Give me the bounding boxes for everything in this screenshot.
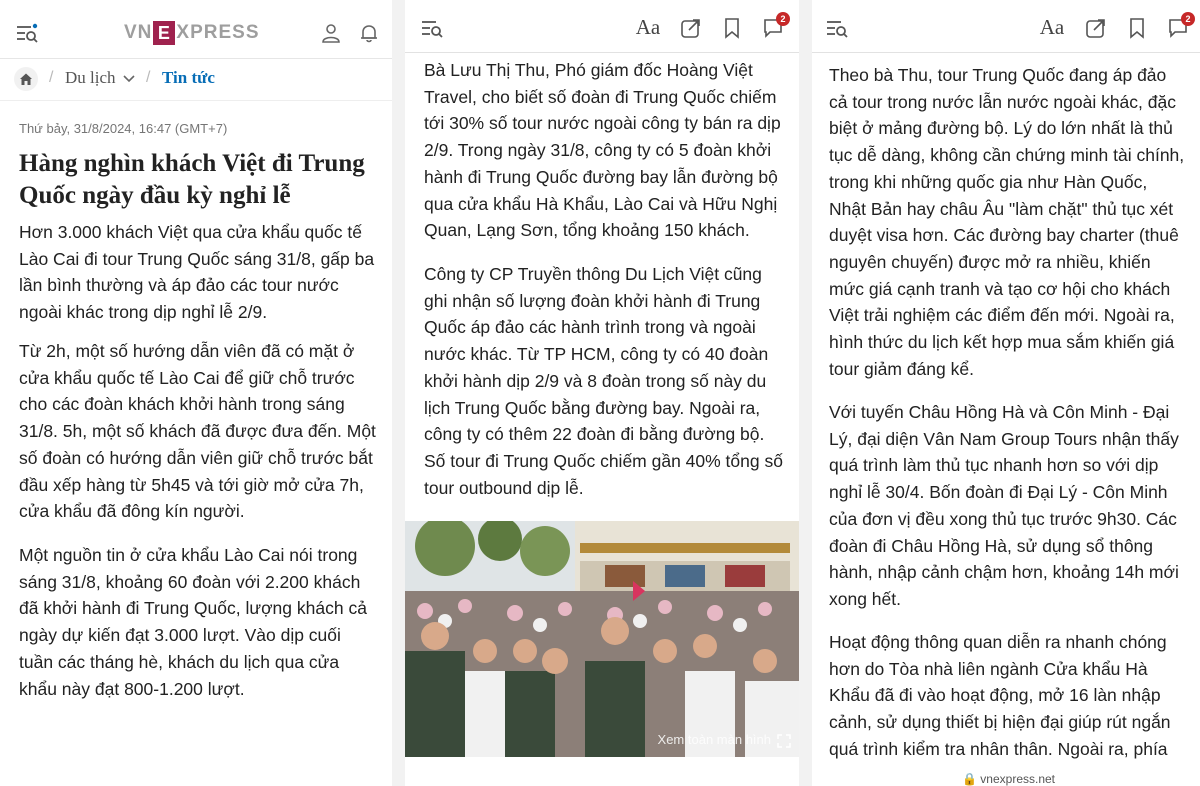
- article-paragraph: Một nguồn tin ở cửa khẩu Lào Cai nói trong sáng 31/8, khoảng 60 đoàn với 2.200 khách đã khởi hành đi Trung Quốc, lượng khách cả ngày dự kiến đạt 3.000 lượt. Vào dịp cuối tuần các tháng hè, khách du lịch qua cửa khẩu này đạt 800-1.200 lượt.: [19, 545, 367, 699]
- lock-icon: 🔒: [962, 772, 977, 786]
- article-toolbar: [405, 0, 799, 53]
- font-size-button[interactable]: [1037, 13, 1067, 41]
- article-panel-2: [405, 0, 799, 786]
- article-toolbar: [812, 0, 1200, 53]
- logo-text-right: XPRESS: [176, 22, 260, 43]
- bell-icon[interactable]: [358, 22, 380, 44]
- font-size-label: Aa: [1039, 14, 1065, 39]
- menu-search-icon[interactable]: [14, 22, 40, 44]
- breadcrumb-separator: /: [49, 69, 54, 86]
- breadcrumb-separator: /: [146, 69, 151, 86]
- article-title: Hàng nghìn khách Việt đi Trung Quốc ngày đầu kỳ nghỉ lễ: [19, 150, 365, 209]
- vnexpress-logo[interactable]: [124, 20, 260, 46]
- fullscreen-icon[interactable]: [777, 734, 791, 748]
- menu-search-icon[interactable]: [419, 17, 445, 39]
- logo-text-left: VN: [124, 22, 153, 43]
- comment-count-badge: 2: [1181, 12, 1195, 26]
- url-bar[interactable]: [962, 772, 1055, 786]
- user-icon[interactable]: [320, 22, 342, 44]
- fullscreen-caption[interactable]: Xem toàn màn hình: [657, 732, 771, 747]
- font-size-label: Aa: [635, 14, 661, 39]
- article-photo[interactable]: [405, 521, 799, 757]
- bookmark-icon[interactable]: [721, 16, 743, 40]
- article-date: Thứ bảy, 31/8/2024, 16:47 (GMT+7): [19, 121, 228, 136]
- bookmark-icon[interactable]: [1126, 16, 1148, 40]
- logo-box-letter: E: [153, 21, 175, 45]
- panel-separator: [392, 0, 405, 786]
- comment-count-badge: 2: [776, 12, 790, 26]
- chevron-down-icon: [123, 75, 135, 83]
- panel-separator: [799, 0, 812, 786]
- share-icon[interactable]: [1084, 16, 1108, 40]
- article-lead: Hơn 3.000 khách Việt qua cửa khẩu quốc tế Lào Cai đi tour Trung Quốc sáng 31/8, gấp ba lần bình thường và áp đảo các tour nước ngoài khác trong dịp nghỉ lễ 2/9.: [19, 222, 375, 323]
- font-size-button[interactable]: [633, 13, 663, 41]
- share-icon[interactable]: [679, 16, 703, 40]
- home-icon[interactable]: [14, 67, 38, 91]
- article-paragraph: Với tuyến Châu Hồng Hà và Côn Minh - Đại Lý, đại diện Vân Nam Group Tours nhận thấy quá trình làm thủ tục nhanh hơn so với dịp nghỉ lễ 30/4. Bốn đoàn đi Đại Lý - Côn Minh của đơn vị đều xong thủ tục trước 9h30. Các đoàn đi Châu Hồng Hà, sử dụng sổ thông hành, nhập cảnh chậm hơn, khoảng 14h mới xong hết.: [829, 402, 1179, 609]
- url-text: vnexpress.net: [980, 772, 1056, 786]
- crowd-photo-image: [405, 521, 799, 757]
- article-paragraph: Hoạt động thông quan diễn ra nhanh chóng hơn do Tòa nhà liên ngành Cửa khẩu Hà Khẩu đã đi vào hoạt động, mở 16 làn nhập cảnh, sử dụng thiết bị hiện đại giúp rút ngắn quá trình kiểm tra nhân thân. Ngoài ra, phía: [829, 632, 1171, 759]
- menu-search-icon[interactable]: [824, 17, 850, 39]
- top-header: [0, 0, 392, 59]
- breadcrumb: [0, 58, 392, 101]
- article-paragraph: Từ 2h, một số hướng dẫn viên đã có mặt ở cửa khẩu quốc tế Lào Cai để giữ chỗ trước cho các đoàn khách khởi hành trong sáng 31/8. 5h, một số khách đã được đưa đến. Một số đoàn có hướng dẫn viên giữ chỗ trước bắt đầu xếp hàng từ 5h45 và tới giờ mở cửa 7h, cửa khẩu đã đông kín người.: [19, 341, 376, 522]
- article-panel-3: [812, 0, 1200, 786]
- breadcrumb-section[interactable]: [65, 68, 135, 88]
- article-paragraph: Theo bà Thu, tour Trung Quốc đang áp đảo cả tour trong nước lẫn nước ngoài khác, đặc biệt ở mảng đường bộ. Lý do lớn nhất là thủ tục dễ dàng, không cần chứng minh tài chính, trong khi những quốc gia như Hàn Quốc, Nhật Bản hay châu Âu "làm chặt" thủ tục xét duyệt visa hơn. Các đường bay charter (thuê nguyên chuyến) được mở ra nhiều, khiến mức giá cạnh tranh và tạo cơ hội cho khách Việt trải nghiệm các điểm đến mới. Ngoài ra, hình thức du lịch kết hợp mua sắm khiến giá tour giảm đáng kể.: [829, 65, 1185, 379]
- breadcrumb-section-label: Du lịch: [65, 68, 116, 87]
- article-paragraph: Công ty CP Truyền thông Du Lịch Việt cũng ghi nhận số lượng đoàn khởi hành đi Trung Quốc áp đảo các hành trình trong và ngoài nước khác. Từ TP HCM, công ty có 40 đoàn khởi hành dịp 2/9 và 8 đoàn trong số này du lịch Trung Quốc bằng đường bay. Ngoài ra, công ty có thêm 22 đoàn đi bằng đường bộ. Số tour đi Trung Quốc chiếm gần 40% tổng số tour outbound dịp lễ.: [424, 264, 783, 498]
- breadcrumb-subsection[interactable]: Tin tức: [162, 68, 215, 87]
- article-panel-1: [0, 0, 392, 786]
- article-paragraph: Bà Lưu Thị Thu, Phó giám đốc Hoàng Việt Travel, cho biết số đoàn đi Trung Quốc chiếm tới 30% số tour nước ngoài công ty bán ra dịp 2/9. Trong ngày 31/8, công ty có 5 đoàn khởi hành đi Trung Quốc đường bay lẫn đường bộ qua cửa khẩu Hà Khẩu, Lào Cai và Hữu Nghị Quan, Lạng Sơn, tổng khoảng 150 khách.: [424, 60, 781, 241]
